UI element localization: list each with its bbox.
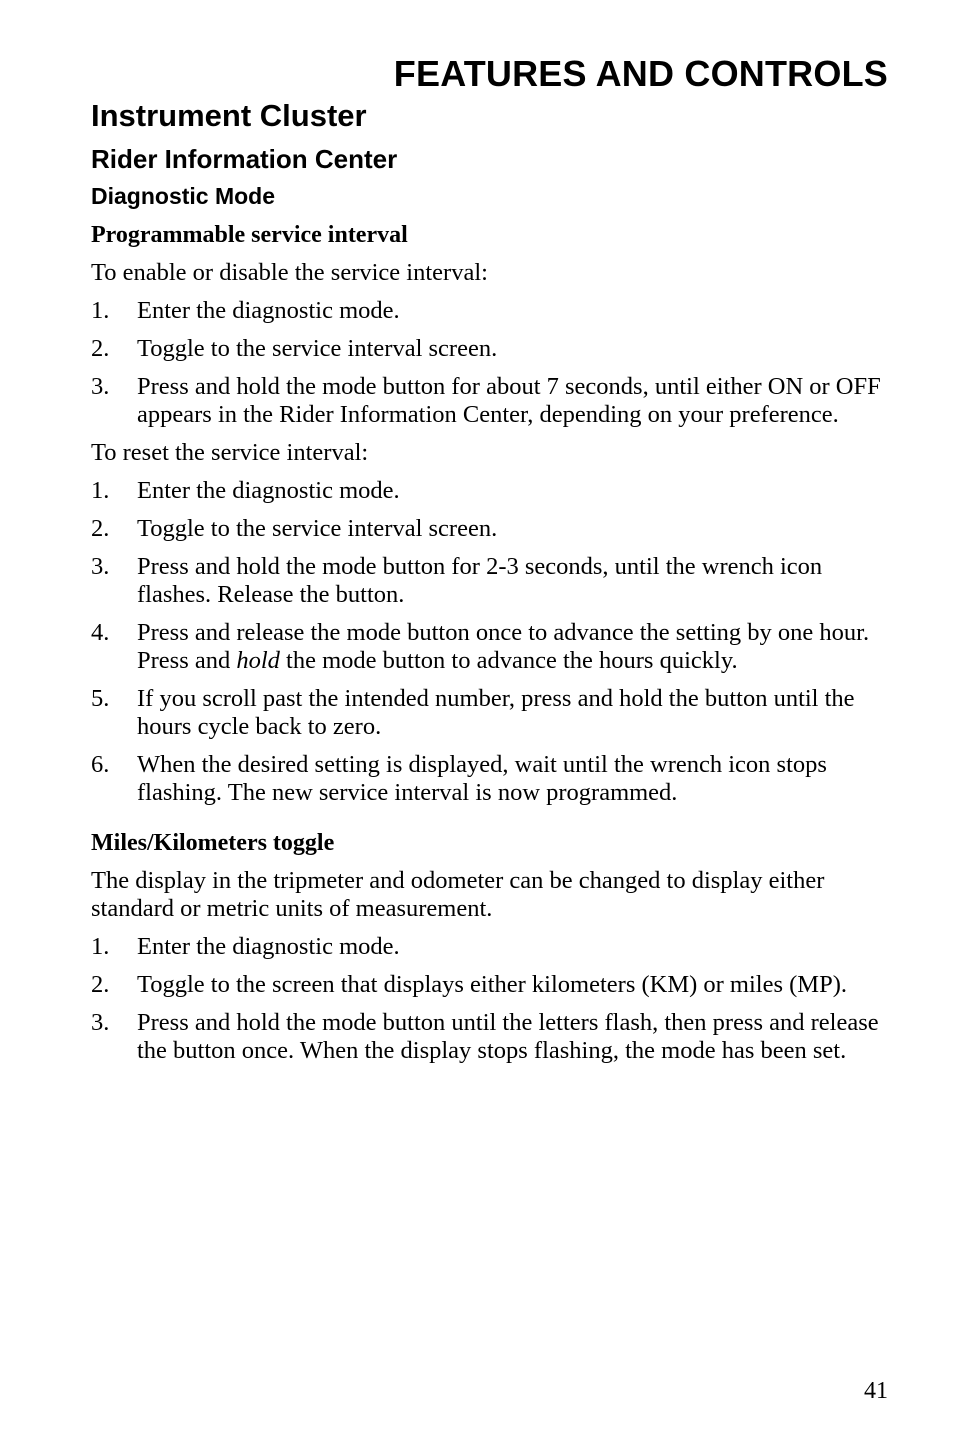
step-text: Toggle to the screen that displays either kilometers (KM) or miles (MP). [137,971,847,998]
subsection-title: Rider Information Center [91,144,398,174]
step-number: 3. [91,553,110,580]
step-number: 3. [91,1009,110,1036]
reset-steps-list [91,477,891,807]
step-text: Enter the diagnostic mode. [137,477,400,504]
step-number: 4. [91,619,110,646]
page-content [91,96,891,1065]
step-text: Enter the diagnostic mode. [137,933,400,960]
step-number: 5. [91,685,110,712]
step-number: 1. [91,297,110,324]
step-number: 2. [91,515,110,542]
step-text-after: the mode button to advance the hours quickly. [279,647,738,674]
list-item [91,685,891,741]
step-text: Enter the diagnostic mode. [137,297,400,324]
list-item [91,933,891,961]
list-item [91,553,891,609]
units-toggle-section [91,829,891,1065]
service-interval-heading: Programmable service interval [91,222,408,248]
list-item [91,619,891,675]
enable-intro: To enable or disable the service interval: [91,259,488,286]
step-number: 3. [91,373,110,400]
step-number: 2. [91,971,110,998]
subsubsection-title: Diagnostic Mode [91,183,276,209]
page-number: 41 [864,1378,888,1404]
list-item [91,335,891,363]
step-number: 1. [91,477,110,504]
step-number: 2. [91,335,110,362]
list-item [91,373,891,429]
step-text: Press and hold the mode button until the letters flash, then press and release the button once. When the display stops flashing, the mode has been set. [137,1009,879,1064]
step-text: Toggle to the service interval screen. [137,515,498,542]
list-item [91,1009,891,1065]
list-item [91,477,891,505]
step-text: Toggle to the service interval screen. [137,335,498,362]
step-text-before: Press and release the mode button once to advance the setting by one hour. Press and [137,619,870,674]
units-toggle-heading: Miles/Kilometers toggle [91,830,335,856]
chapter-title: FEATURES AND CONTROLS [393,53,888,94]
units-toggle-intro: The display in the tripmeter and odometer can be changed to display either standard or metric units of measurement. [91,867,825,922]
units-steps-list [91,933,891,1065]
enable-steps-list [91,297,891,429]
step-text: Press and hold the mode button for 2-3 seconds, until the wrench icon flashes. Release the button. [137,553,823,608]
service-interval-section [91,221,891,807]
step-text-emphasis: hold [236,647,280,674]
step-text: Press and hold the mode button for about 7 seconds, until either ON or OFF appears in the Rider Information Center, depending on your preference. [137,373,881,428]
list-item [91,515,891,543]
list-item [91,751,891,807]
list-item [91,971,891,999]
step-text: When the desired setting is displayed, wait until the wrench icon stops flashing. The new service interval is now programmed. [137,751,827,806]
reset-intro: To reset the service interval: [91,439,369,466]
list-item [91,297,891,325]
step-number: 6. [91,751,110,778]
step-text [137,619,869,674]
step-text: If you scroll past the intended number, press and hold the button until the hours cycle back to zero. [137,685,855,740]
step-number: 1. [91,933,110,960]
section-title: Instrument Cluster [91,98,367,133]
